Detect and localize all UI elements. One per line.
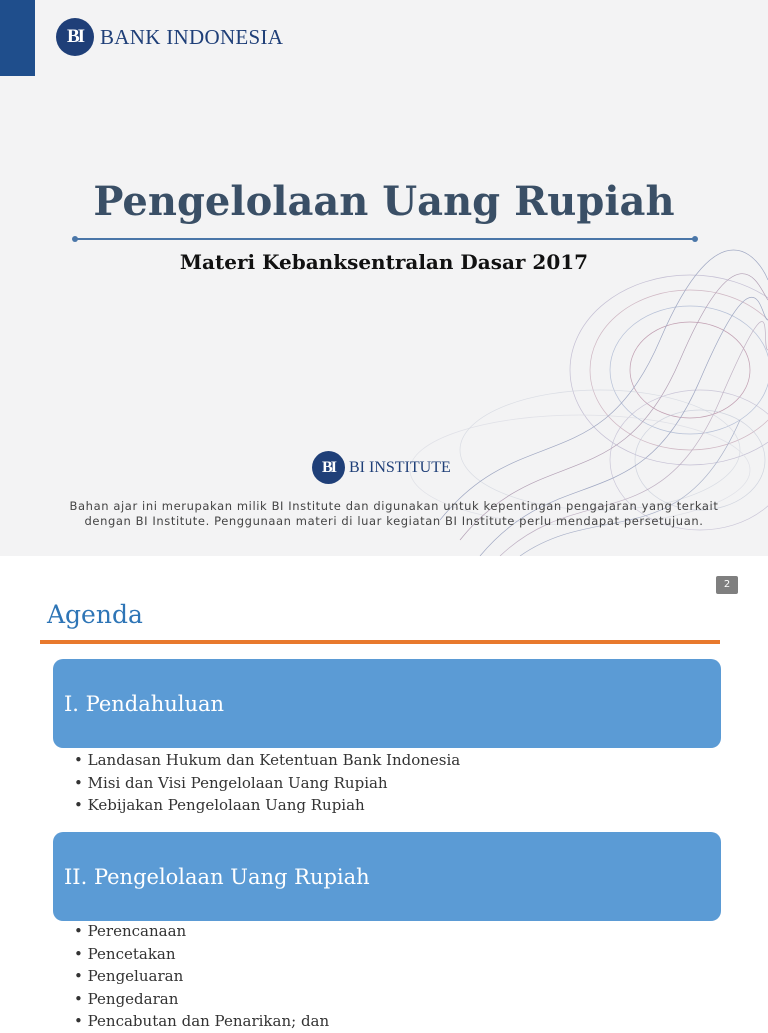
agenda-divider bbox=[40, 640, 720, 644]
bi-emblem-icon: BI bbox=[56, 18, 94, 56]
list-item: • Pengeluaran bbox=[74, 965, 329, 988]
disclaimer-line-2: dengan BI Institute. Penggunaan materi di luar kegiatan BI Institute perlu mendapat persetujuan. bbox=[84, 514, 704, 528]
list-item: • Misi dan Visi Pengelolaan Uang Rupiah bbox=[74, 772, 460, 795]
list-item: • Pengedaran bbox=[74, 988, 329, 1011]
subtitle: Materi Kebanksentralan Dasar 2017 bbox=[179, 250, 589, 274]
list-item: • Perencanaan bbox=[74, 920, 329, 943]
section-title: II. Pengelolaan Uang Rupiah bbox=[64, 864, 370, 889]
section-1-list bbox=[74, 749, 460, 817]
bi-institute-emblem-icon: BI bbox=[312, 451, 345, 484]
page-number-badge: 2 bbox=[716, 576, 738, 594]
corner-accent-bar bbox=[0, 0, 35, 76]
disclaimer-line-1: Bahan ajar ini merupakan milik BI Institute dan digunakan untuk kepentingan pengajaran yang terkait bbox=[69, 499, 719, 513]
slide-gap bbox=[0, 556, 768, 574]
section-header-2 bbox=[53, 832, 721, 921]
list-item: • Pencabutan dan Penarikan; dan bbox=[74, 1010, 329, 1033]
agenda-heading: Agenda bbox=[47, 600, 143, 629]
title-divider bbox=[75, 238, 695, 240]
section-title: I. Pendahuluan bbox=[64, 691, 225, 716]
page-title: Pengelolaan Uang Rupiah bbox=[93, 178, 675, 225]
section-header-1 bbox=[53, 659, 721, 748]
list-item: • Landasan Hukum dan Ketentuan Bank Indonesia bbox=[74, 749, 460, 772]
disclaimer bbox=[30, 499, 758, 529]
bi-institute-logo bbox=[312, 451, 451, 484]
bi-institute-text: BI INSTITUTE bbox=[349, 458, 451, 476]
agenda-slide bbox=[0, 574, 768, 1030]
bank-indonesia-logo bbox=[56, 18, 283, 56]
logo-text: BANK INDONESIA bbox=[100, 24, 284, 49]
list-item: • Kebijakan Pengelolaan Uang Rupiah bbox=[74, 794, 460, 817]
list-item: • Pencetakan bbox=[74, 943, 329, 966]
section-2-list bbox=[74, 920, 329, 1033]
